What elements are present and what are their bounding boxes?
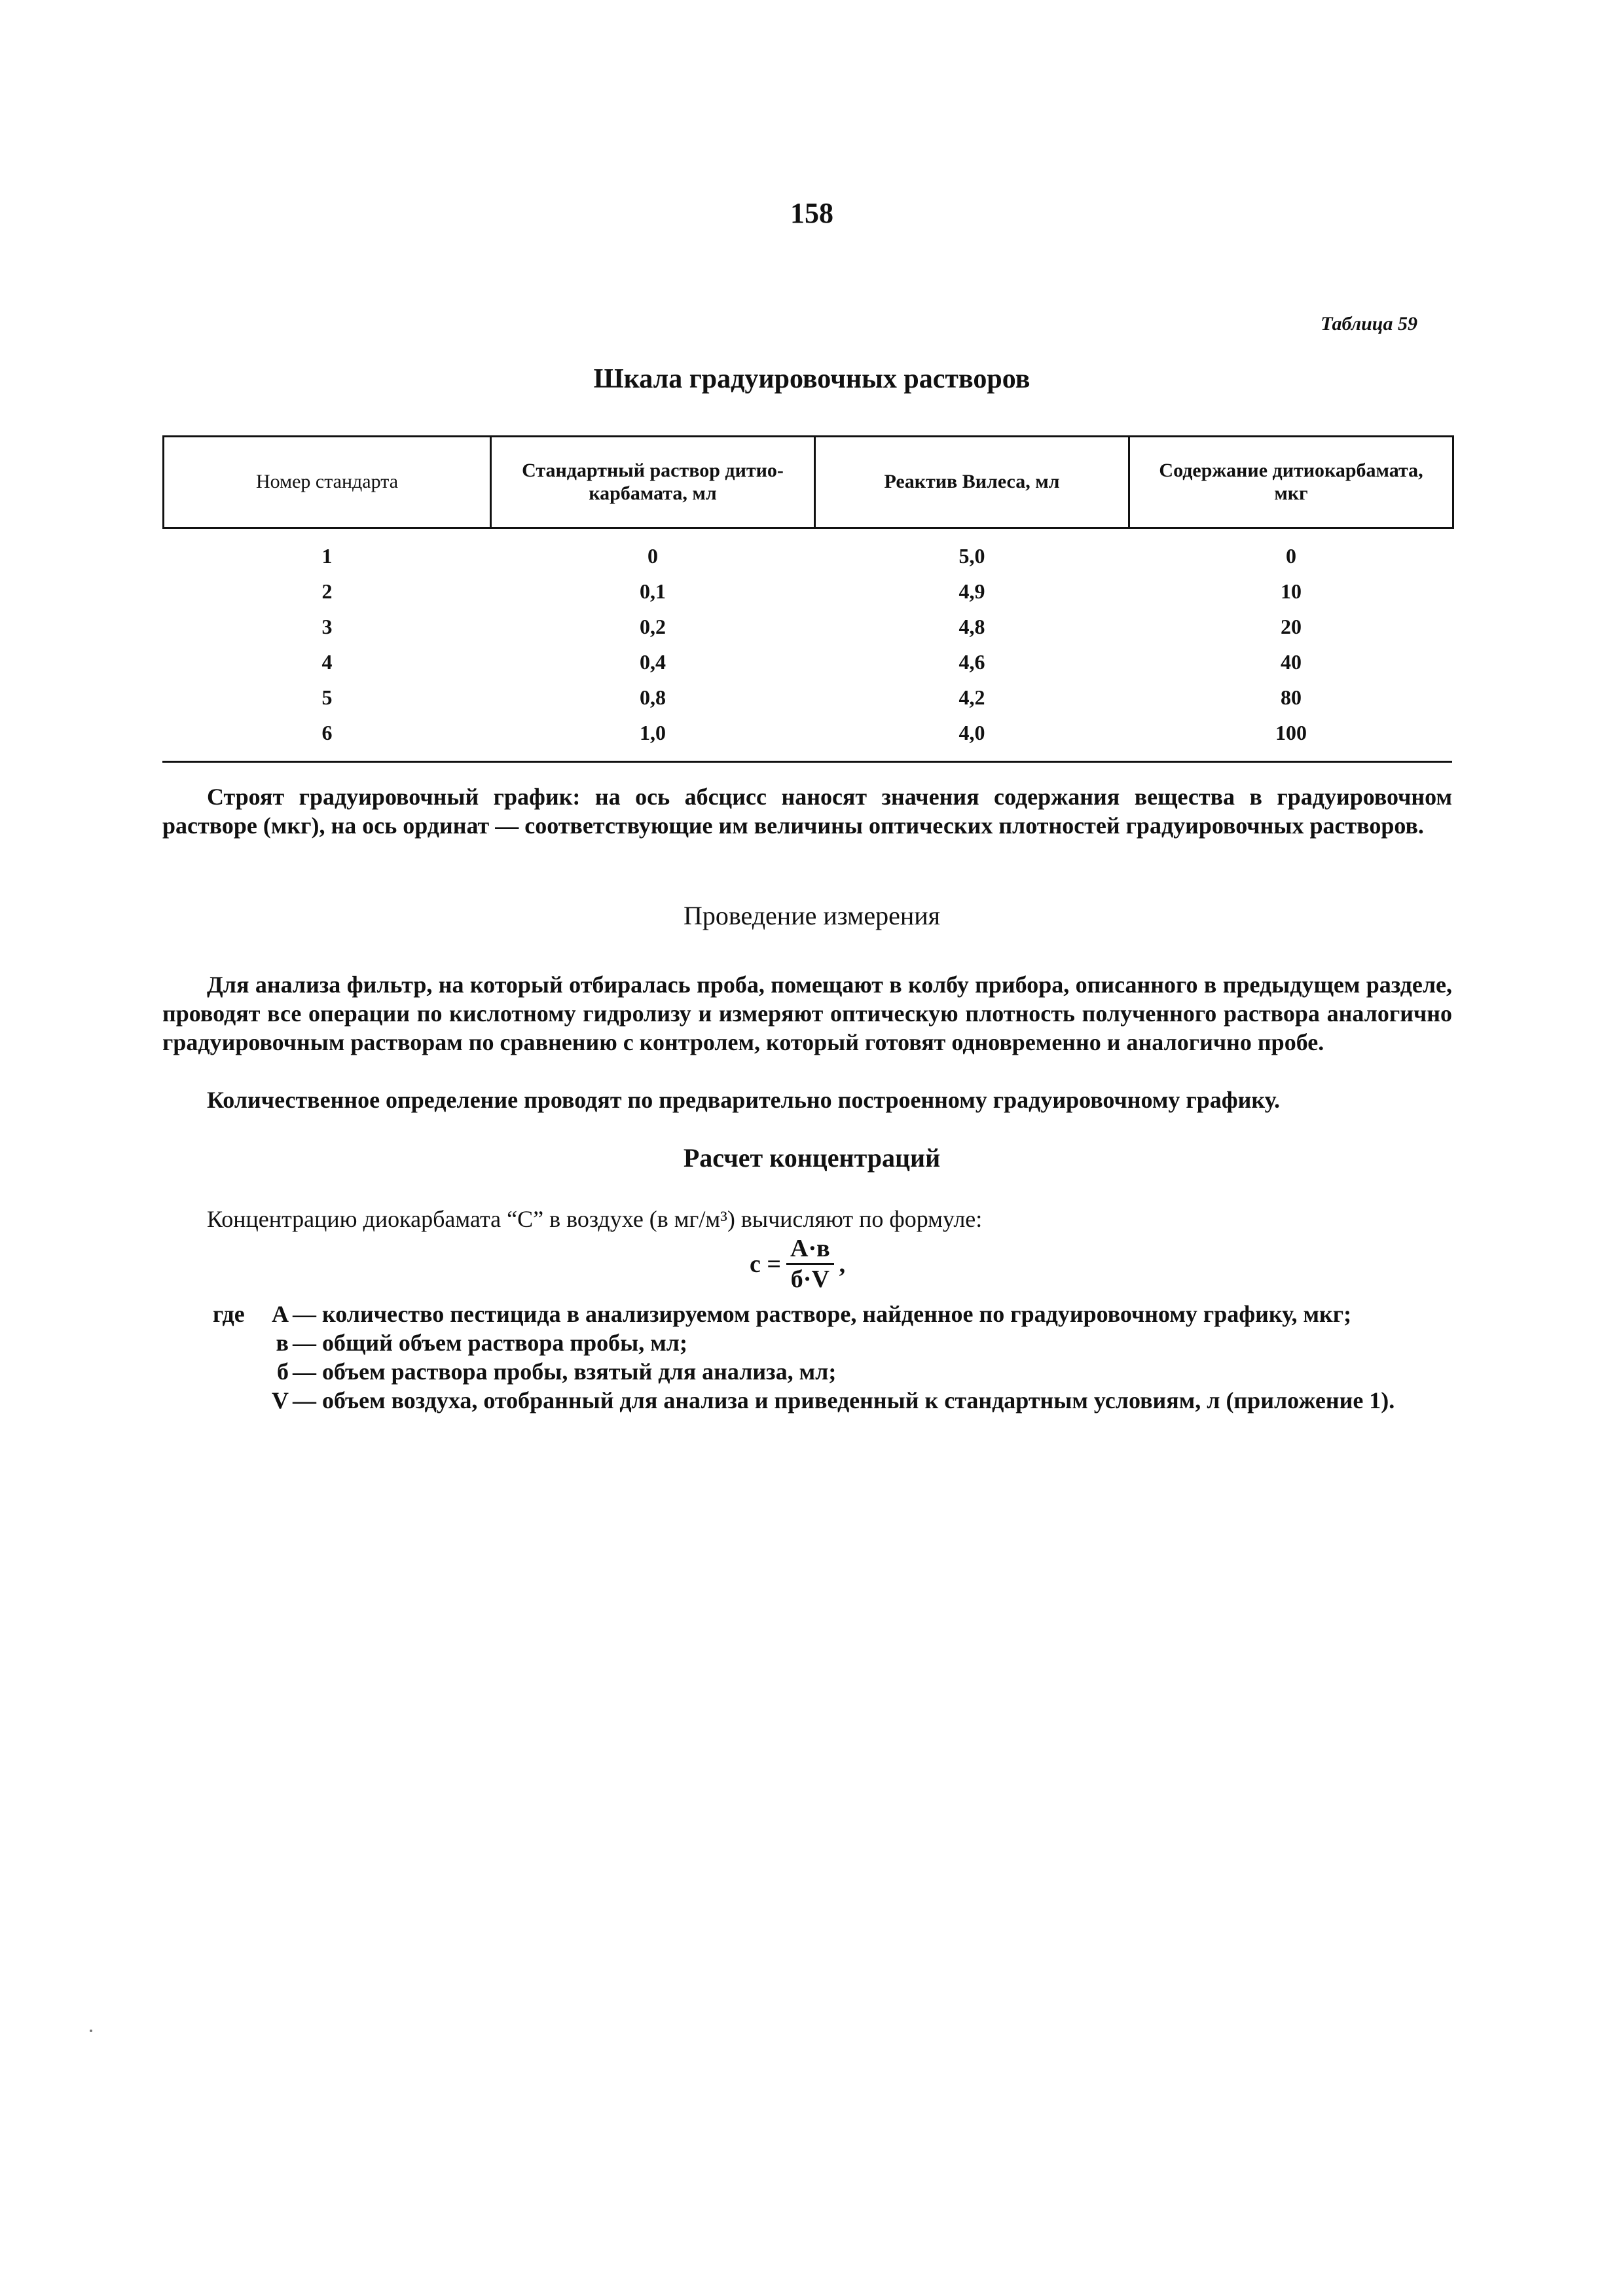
formula-fraction <box>786 1234 834 1294</box>
legend-symbol: А <box>272 1301 289 1327</box>
table-bottom-rule <box>162 761 1452 763</box>
table-cell: 40 <box>1281 649 1302 674</box>
formula-lhs: с = <box>750 1250 782 1278</box>
table-cell: 0,8 <box>640 685 666 709</box>
table-cell: 4,2 <box>958 685 985 709</box>
table-cell: 0 <box>647 543 658 568</box>
legend-text: — объем раствора пробы, взятый для анализа, мл; <box>293 1358 837 1385</box>
table-header-row <box>164 437 1453 528</box>
table-cell: 1 <box>321 543 333 568</box>
legend-text: — общий объем раствора пробы, мл; <box>293 1330 687 1356</box>
paragraph-quantitative: Количественное определение проводят по предварительно построенному градуировочному графику. <box>207 1087 1281 1113</box>
table-cell: 0 <box>1286 543 1296 568</box>
formula-legend <box>213 1300 1516 1415</box>
table-row <box>164 680 1453 715</box>
table-row <box>164 715 1453 750</box>
header-dithiocarbamate-content: Содержание дитиокарбамата, мкг <box>1129 437 1453 528</box>
table-cell: 6 <box>321 720 333 744</box>
legend-item <box>213 1386 1516 1415</box>
legend-text: — количество пестицида в анализируемом растворе, найденное по градуировочному графику, мкг; <box>293 1301 1352 1327</box>
table-label: Таблица 59 <box>1321 313 1417 335</box>
table-cell: 1,0 <box>640 720 666 744</box>
table-cell: 2 <box>321 579 333 603</box>
table-cell: 5 <box>321 685 333 709</box>
formula-numerator: А·в <box>786 1234 834 1265</box>
heading-measurement: Проведение измерения <box>683 901 941 930</box>
table-cell: 20 <box>1281 614 1302 638</box>
legend-where: где <box>213 1301 245 1327</box>
table-row <box>164 574 1453 609</box>
legend-symbol: б <box>277 1358 289 1385</box>
table-row <box>164 644 1453 680</box>
header-standard-number: Номер стандарта <box>164 437 491 528</box>
formula-denominator: б·V <box>790 1266 830 1293</box>
legend-symbol: V <box>272 1387 289 1413</box>
paragraph-analysis-procedure: Для анализа фильтр, на который отбиралась проба, помещают в колбу прибора, описанного в предыдущем разделе, проводят все операции по кислотному гидролизу и измеряют оптическую плотность полученного раствора аналогично градуировочным растворам по сравнению с контролем, который готовят одновременно и аналогично пробе. <box>162 972 1452 1055</box>
legend-item <box>213 1357 1516 1386</box>
table-title: Шкала градуировочных растворов <box>593 364 1030 394</box>
table-cell: 3 <box>321 614 333 638</box>
paragraph-calibration-graph: Строят градуировочный график: на ось абсцисс наносят значения содержания вещества в градуировочном растворе (мкг), на ось ординат — соответствующие им величины оптических плотностей градуировочных растворов. <box>162 784 1452 839</box>
table-cell: 4,0 <box>958 720 985 744</box>
table-cell: 10 <box>1281 579 1302 603</box>
table-cell: 80 <box>1281 685 1302 709</box>
table-cell: 4 <box>321 649 333 674</box>
table-cell: 100 <box>1275 720 1307 744</box>
legend-item <box>213 1300 1516 1328</box>
scan-speck <box>90 2030 92 2032</box>
header-wiles-reagent: Реактив Вилеса, мл <box>815 437 1129 528</box>
table-cell: 4,6 <box>958 649 985 674</box>
page-number: 158 <box>790 197 833 229</box>
table-cell: 0,1 <box>640 579 666 603</box>
table-cell: 0,2 <box>640 614 666 638</box>
table-row <box>164 609 1453 644</box>
table-cell: 4,9 <box>958 579 985 603</box>
table-row <box>164 528 1453 574</box>
formula-intro: Концентрацию диокарбамата “С” в воздухе (в мг/м³) вычисляют по формуле: <box>207 1206 983 1232</box>
heading-calculation: Расчет концентраций <box>683 1143 941 1173</box>
legend-item <box>213 1328 1516 1357</box>
header-standard-solution: Стандартный раствор дитио-карбамата, мл <box>491 437 815 528</box>
legend-text: — объем воздуха, отобранный для анализа и приведенный к стандартным условиям, л (приложение 1). <box>293 1387 1395 1413</box>
table-cell: 5,0 <box>958 543 985 568</box>
legend-symbol: в <box>276 1330 289 1356</box>
formula-trailing-comma: , <box>839 1250 846 1278</box>
concentration-formula <box>750 1234 845 1294</box>
table-cell: 0,4 <box>640 649 666 674</box>
calibration-table <box>162 435 1452 750</box>
table-cell: 4,8 <box>958 614 985 638</box>
